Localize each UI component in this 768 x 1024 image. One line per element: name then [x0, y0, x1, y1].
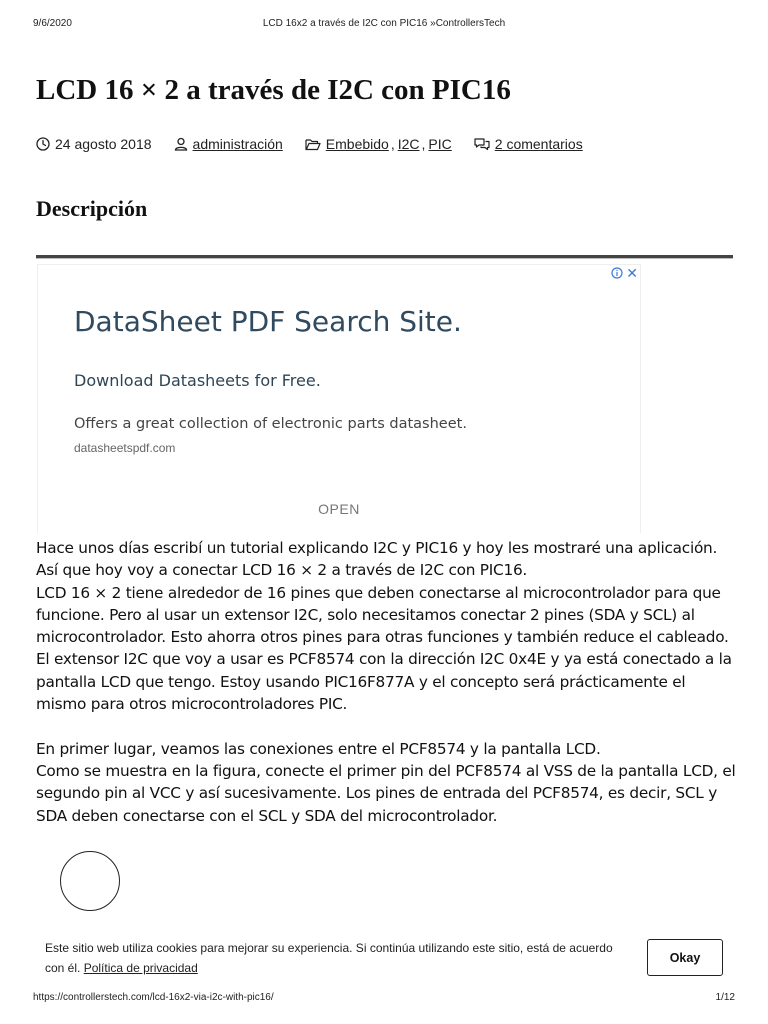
print-date: 9/6/2020 [33, 18, 72, 29]
post-comments [474, 136, 583, 152]
print-url: https://controllerstech.com/lcd-16x2-via-i2c-with-pic16/ [33, 992, 274, 1003]
comments-icon [474, 137, 490, 151]
folder-open-icon [305, 138, 321, 151]
category-separator: , [390, 136, 395, 152]
info-icon[interactable] [611, 267, 623, 279]
paragraph-gap [36, 715, 736, 737]
page-title: LCD 16 × 2 a través de I2C con PIC16 [36, 74, 511, 106]
section-heading: Descripción [36, 196, 148, 221]
cookie-message: Este sitio web utiliza cookies para mejorar su experiencia. Si continúa utilizando este sitio, está de acuerdo con él. [45, 941, 613, 975]
print-document-title: LCD 16x2 a través de I2C con PIC16 »ControllersTech [262, 18, 506, 29]
category-link-embebido[interactable]: Embebido [325, 136, 389, 152]
category-link-pic[interactable]: PIC [428, 136, 452, 152]
cookie-notice [0, 926, 768, 988]
ad-open-button[interactable]: OPEN [318, 501, 360, 517]
post-meta [36, 135, 605, 153]
close-icon[interactable]: ✕ [626, 265, 638, 281]
post-author [174, 136, 283, 152]
post-date-text: 24 agosto 2018 [55, 136, 152, 152]
advertisement[interactable] [37, 264, 641, 533]
post-date [36, 136, 152, 152]
comments-link[interactable]: 2 comentarios [494, 136, 583, 152]
cookie-notice-text [45, 938, 635, 978]
clock-icon [36, 137, 50, 151]
paragraph: LCD 16 × 2 tiene alrededor de 16 pines que deben conectarse al microcontrolador para que funcione. Pero al usar un extensor I2C, solo necesitamos conectar 2 pines (SDA y SCL) al microcontrolador. Esto ahorra otros pines para otras funciones y también reduce el cableado. [36, 583, 729, 647]
floating-circle-button[interactable] [60, 851, 120, 911]
page-number: 1/12 [715, 992, 735, 1003]
print-footer [33, 992, 735, 1006]
category-link-i2c[interactable]: I2C [397, 136, 420, 152]
post-categories [305, 136, 452, 152]
ad-choices[interactable] [611, 266, 638, 280]
paragraph: El extensor I2C que voy a usar es PCF8574 con la dirección I2C 0x4E y ya está conectado a la pantalla LCD que tengo. Estoy usando PIC16F877A y el concepto será prácticamente el mismo para otros microcontroladores PIC. [36, 650, 732, 714]
user-icon [174, 137, 188, 151]
print-header [33, 18, 735, 32]
section-divider [36, 255, 733, 259]
ad-domain[interactable]: datasheetspdf.com [74, 441, 176, 455]
cookie-okay-button[interactable]: Okay [647, 939, 723, 976]
ad-subheadline[interactable]: Download Datasheets for Free. [74, 371, 321, 390]
author-link[interactable]: administración [192, 136, 283, 152]
ad-headline[interactable]: DataSheet PDF Search Site. [74, 305, 462, 338]
privacy-policy-link[interactable]: Política de privacidad [83, 961, 198, 975]
paragraph: En primer lugar, veamos las conexiones entre el PCF8574 y la pantalla LCD. [36, 739, 601, 758]
article-body [36, 537, 736, 827]
category-separator: , [421, 136, 426, 152]
paragraph: Como se muestra en la figura, conecte el primer pin del PCF8574 al VSS de la pantalla LCD, el segundo pin al VCC y así sucesivamente. Los pines de entrada del PCF8574, es decir, SCL y SDA deben conectarse con el SCL y SDA del microcontrolador. [36, 761, 736, 825]
paragraph: Hace unos días escribí un tutorial explicando I2C y PIC16 y hoy les mostraré una aplicación. Así que hoy voy a conectar LCD 16 × 2 a través de I2C con PIC16. [36, 539, 718, 580]
ad-description: Offers a great collection of electronic parts datasheet. [74, 416, 467, 432]
